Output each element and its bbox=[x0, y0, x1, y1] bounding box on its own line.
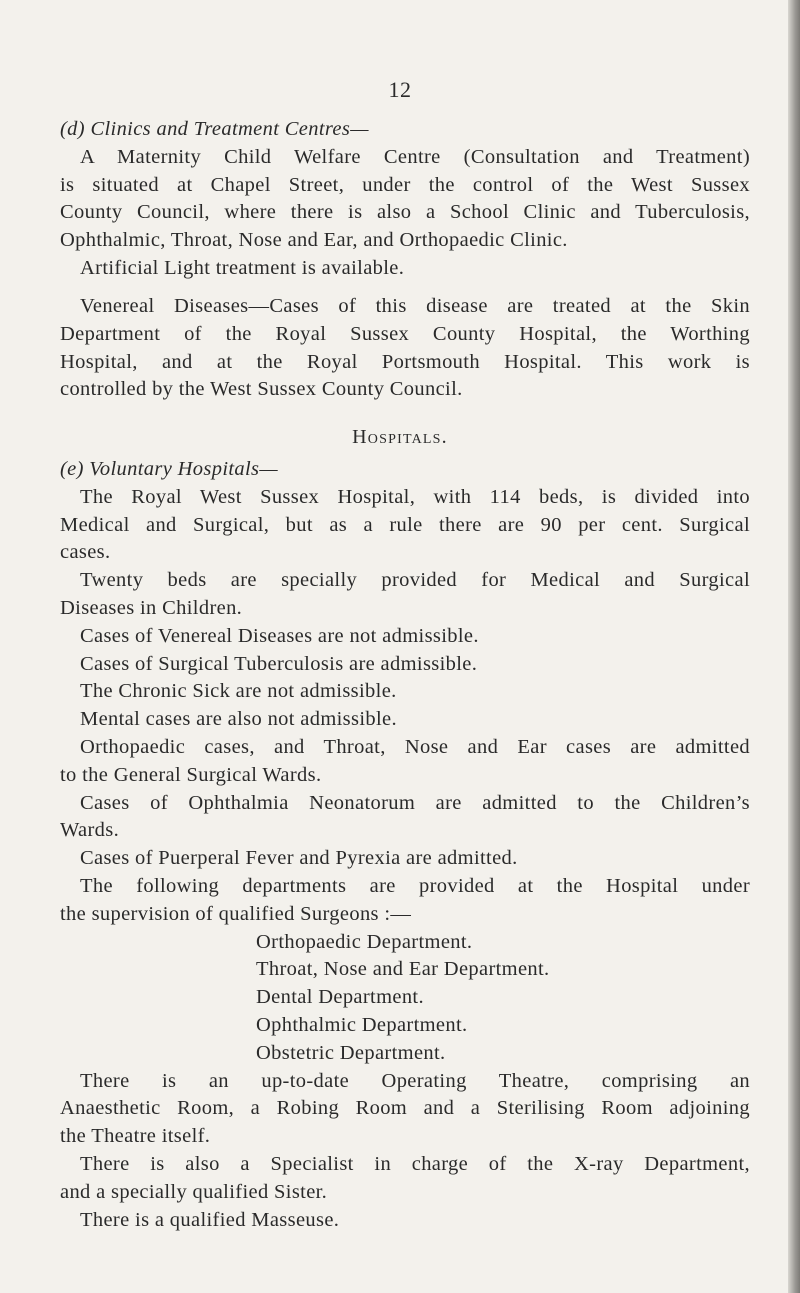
closing-line: There is an up-to-date Operating Theatre, comprising an bbox=[80, 1069, 750, 1092]
closing-line: and a specially qualified Sister. bbox=[60, 1180, 328, 1203]
clinics-line: Ophthalmic, Throat, Nose and Ear, and Orthopaedic Clinic. bbox=[60, 229, 568, 252]
clinics-section bbox=[60, 116, 750, 283]
hospitals-line: Cases of Puerperal Fever and Pyrexia are admitted. bbox=[80, 847, 518, 870]
closing-line: There is a qualified Masseuse. bbox=[80, 1208, 340, 1231]
clinics-heading-letter: (d) bbox=[60, 118, 85, 140]
department-item: Orthopaedic Department. bbox=[256, 930, 473, 953]
clinics-line: is situated at Chapel Street, under the control of the West Sussex bbox=[60, 173, 750, 196]
clinics-heading-title: Clinics and Treatment Centres— bbox=[90, 118, 369, 140]
department-item: Dental Department. bbox=[256, 986, 424, 1009]
page-number: 12 bbox=[388, 77, 412, 102]
hospitals-heading-title: Voluntary Hospitals— bbox=[89, 458, 278, 480]
hospitals-line: Medical and Surgical, but as a rule there are 90 per cent. Surgical bbox=[60, 513, 750, 536]
hospitals-line: Cases of Surgical Tuberculosis are admissible. bbox=[80, 652, 478, 675]
hospitals-subheading bbox=[60, 456, 750, 484]
department-item: Obstetric Department. bbox=[256, 1041, 446, 1064]
closing-line: Anaesthetic Room, a Robing Room and a Sterilising Room adjoining bbox=[60, 1097, 750, 1120]
closing-line: There is also a Specialist in charge of the X-ray Department, bbox=[80, 1152, 750, 1175]
page-edge-shadow bbox=[788, 0, 800, 1293]
closing-line: the Theatre itself. bbox=[60, 1125, 211, 1148]
hospitals-line: Orthopaedic cases, and Throat, Nose and Ear cases are admitted bbox=[80, 735, 750, 758]
hospitals-line: Cases of Venereal Diseases are not admissible. bbox=[80, 624, 479, 647]
hospitals-line: The Royal West Sussex Hospital, with 114 beds, is divided into bbox=[80, 485, 750, 508]
hospitals-line: Mental cases are also not admissible. bbox=[80, 708, 397, 731]
hospitals-heading-letter: (e) bbox=[60, 458, 84, 480]
hospitals-line: the supervision of qualified Surgeons :— bbox=[60, 902, 412, 925]
venereal-line: Venereal Diseases—Cases of this disease are treated at the Skin bbox=[80, 295, 750, 317]
clinics-heading bbox=[60, 116, 750, 144]
hospitals-heading: Hospitals. bbox=[352, 426, 448, 448]
hospitals-line: Diseases in Children. bbox=[60, 596, 243, 619]
clinics-line: Artificial Light treatment is available. bbox=[80, 256, 405, 279]
clinics-line: A Maternity Child Welfare Centre (Consultation and Treatment) bbox=[80, 145, 750, 168]
department-item: Ophthalmic Department. bbox=[256, 1013, 468, 1036]
hospitals-section bbox=[60, 456, 750, 1234]
venereal-line: Department of the Royal Sussex County Hospital, the Worthing bbox=[60, 322, 750, 345]
hospitals-line: Cases of Ophthalmia Neonatorum are admitted to the Children’s bbox=[80, 791, 750, 814]
department-item: Throat, Nose and Ear Department. bbox=[256, 958, 550, 981]
hospitals-line: The following departments are provided at the Hospital under bbox=[80, 874, 750, 897]
hospitals-line: to the General Surgical Wards. bbox=[60, 763, 322, 786]
clinics-line: County Council, where there is also a School Clinic and Tuberculosis, bbox=[60, 201, 750, 224]
hospitals-line: Wards. bbox=[60, 819, 120, 842]
hospitals-line: Twenty beds are specially provided for Medical and Surgical bbox=[80, 569, 750, 592]
venereal-section bbox=[60, 293, 750, 404]
venereal-line: controlled by the West Sussex County Council. bbox=[60, 378, 463, 401]
hospitals-line: cases. bbox=[60, 541, 111, 564]
venereal-line: Hospital, and at the Royal Portsmouth Hospital. This work is bbox=[60, 350, 750, 373]
hospitals-line: The Chronic Sick are not admissible. bbox=[80, 680, 397, 703]
